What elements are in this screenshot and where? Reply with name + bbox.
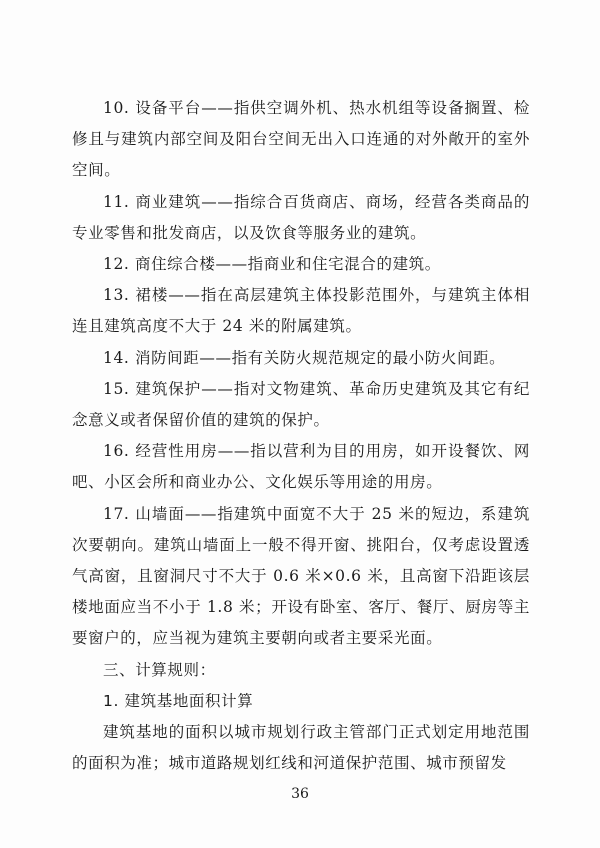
definition-paragraph-13: 13. 裙楼——指在高层建筑主体投影范围外，与建筑主体相连且建筑高度不大于 24 米的附属建筑。 — [72, 286, 530, 336]
definition-paragraph-14: 14. 消防间距——指有关防火规范规定的最小防火间距。 — [103, 348, 506, 367]
definition-paragraph-10: 10. 设备平台——指供空调外机、热水机组等设备搁置、检修且与建筑内部空间及阳台空间无出入口连通的对外敞开的室外空间。 — [72, 99, 530, 180]
definition-paragraph-11: 11. 商业建筑——指综合百货商店、商场，经营各类商品的专业零售和批发商店，以及饮食等服务业的建筑。 — [72, 192, 530, 242]
body-paragraph: 建筑基地的面积以城市规划行政主管部门正式划定用地范围的面积为准；城市道路规划红线和河道保护范围、城市预留发 — [72, 723, 530, 773]
page-number: 36 — [291, 786, 309, 802]
section-heading: 三、计算规则： — [103, 660, 216, 679]
definition-paragraph-12: 12. 商住综合楼——指商业和住宅混合的建筑。 — [103, 255, 441, 274]
definition-paragraph-15: 15. 建筑保护——指对文物建筑、革命历史建筑及其它有纪念意义或者保留价值的建筑的保护。 — [72, 379, 530, 430]
subsection-heading: 1. 建筑基地面积计算 — [103, 691, 254, 710]
page-content — [72, 93, 530, 779]
definition-paragraph-17: 17. 山墙面——指建筑中面宽不大于 25 米的短边，系建筑次要朝向。建筑山墙面上一般不得开窗、挑阳台，仅考虑设置透气高窗，且窗洞尺寸不大于 0.6 米×0.6 米，且高窗下沿距该层楼地面应当不小于 1.8 米；开设有卧室、客厅、餐厅、厨房等主要窗户的，应当视为建筑主要朝向或者主要采光面。 — [72, 504, 530, 648]
definition-paragraph-16: 16. 经营性用房——指以营利为目的用房，如开设餐饮、网吧、小区会所和商业办公、文化娱乐等用途的用房。 — [72, 442, 530, 492]
